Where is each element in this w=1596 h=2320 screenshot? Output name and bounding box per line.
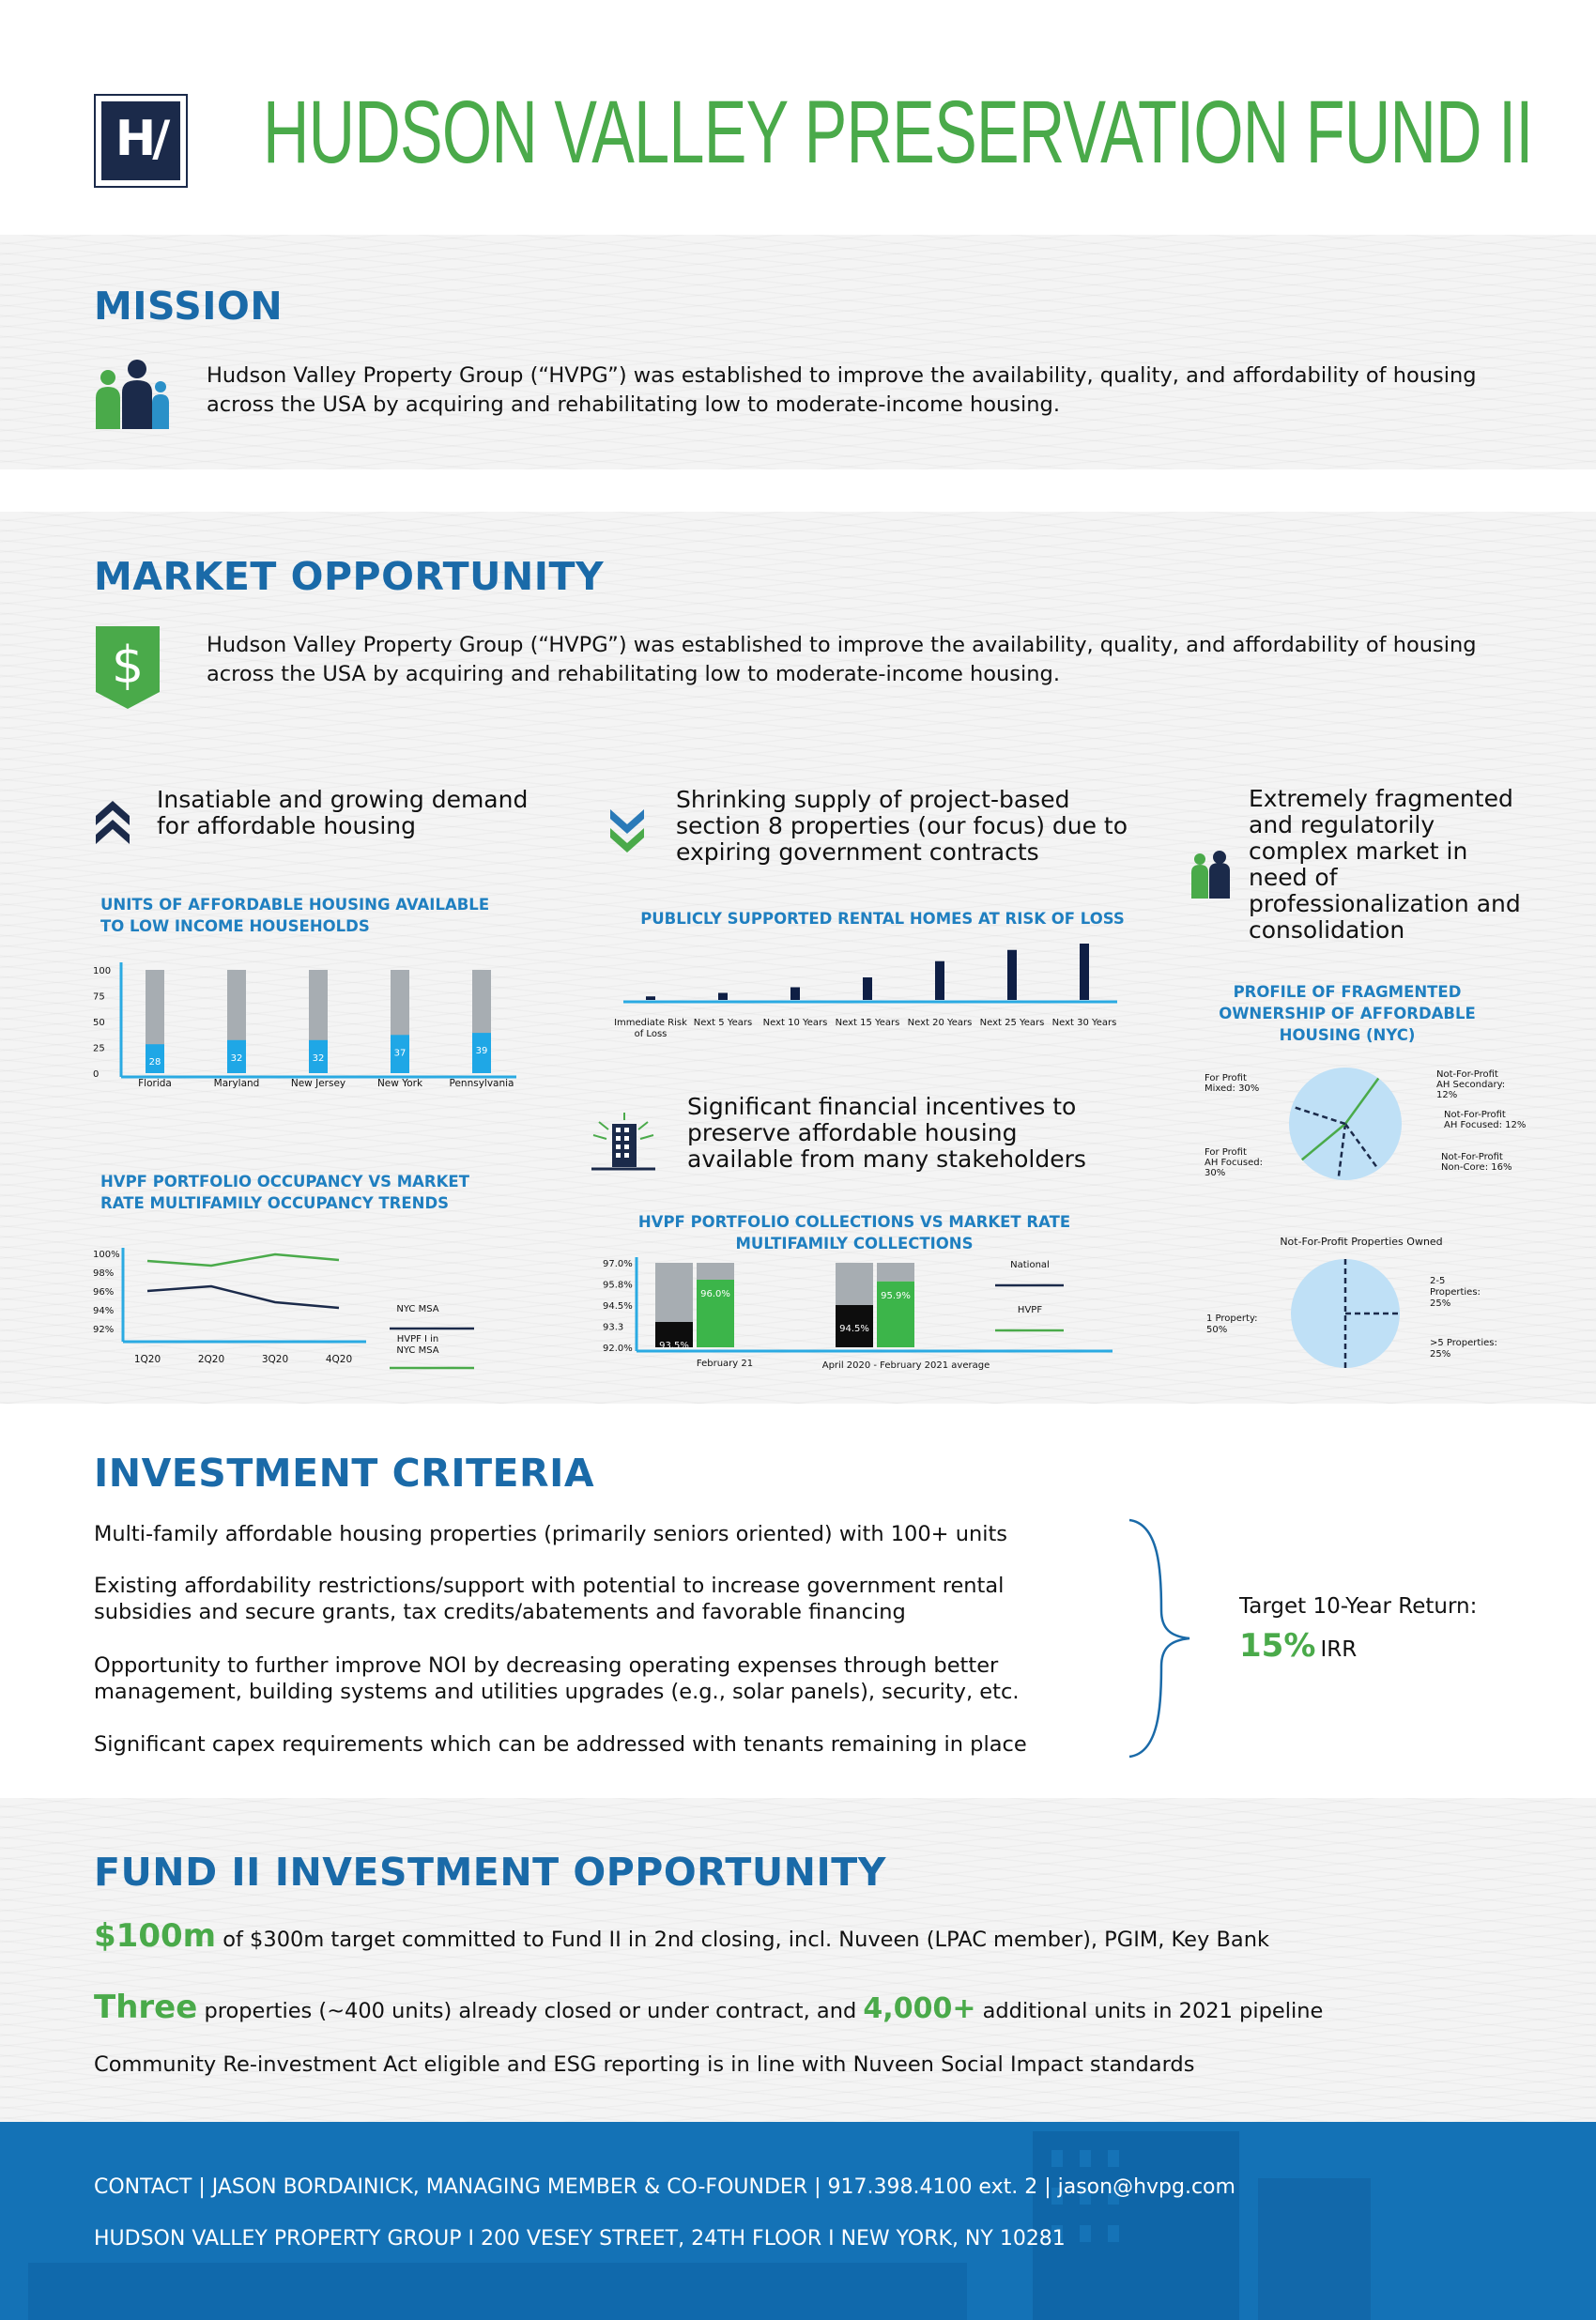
city-background (0, 2122, 1596, 2320)
criteria-item: Existing affordability restrictions/support with potential to increase government rental subsidies and secure grants, tax credits/abatements and favorable financing (94, 1574, 1005, 1624)
x-tick-label: New Jersey (290, 1078, 346, 1089)
bar (646, 996, 655, 1000)
fund-line-3: Community Re-investment Act eligible and ESG reporting is in line with Nuveen Social Impact standards (94, 2052, 1195, 2077)
fund-title: FUND II INVESTMENT OPPORTUNITY (94, 1850, 886, 1895)
x-tick-label: 4Q20 (325, 1354, 353, 1365)
y-tick-label: 94.5% (603, 1301, 633, 1312)
mission-text: Hudson Valley Property Group (“HVPG”) was established to improve the availability, quality, and affordability of housing across the USA by acquiring and rehabilitating low to moderate-income housing. (207, 363, 1477, 417)
risk-bar-chart (614, 932, 1127, 1054)
bar-value-label: 32 (230, 1052, 243, 1064)
series-line (147, 1286, 339, 1308)
pie-label: Mixed: 30% (1205, 1083, 1260, 1094)
x-tick-label: Maryland (213, 1078, 260, 1089)
series-line (147, 1254, 339, 1266)
bar-value-label: 94.5% (839, 1324, 869, 1334)
units-bar-chart (89, 962, 521, 1089)
fund-line-1-text: of $300m target committed to Fund II in 2nd closing, incl. Nuveen (LPAC member), PGIM, Key Bank (223, 1928, 1270, 1952)
ownership-pie-chart (1202, 1066, 1527, 1206)
y-tick-label: 95.8% (603, 1280, 633, 1291)
bar-hvpf-rest (697, 1263, 734, 1280)
page-title: HUDSON VALLEY PRESERVATION FUND II (263, 83, 1533, 182)
chevrons-up-icon (94, 795, 131, 844)
market-section (0, 512, 1596, 1404)
x-tick-label: April 2020 - February 2021 average (821, 1360, 990, 1371)
dollar-shield-icon (94, 624, 161, 711)
legend-label: National (1010, 1260, 1050, 1270)
mission-title: MISSION (94, 284, 284, 329)
chevrons-down-icon (608, 807, 646, 856)
people-icon (94, 359, 171, 429)
bar-value-label: 32 (312, 1052, 325, 1064)
chart3-title: PUBLICLY SUPPORTED RENTAL HOMES AT RISK OF LOSS (640, 910, 1125, 928)
chart1-title: UNITS OF AFFORDABLE HOUSING AVAILABLE TO LOW INCOME HOUSEHOLDS (100, 896, 490, 935)
x-tick-label: Next 20 Years (907, 1018, 973, 1028)
bar-value-label: 37 (393, 1048, 407, 1059)
collections-bar-chart (591, 1253, 1127, 1371)
bar (863, 977, 872, 1000)
pie-label: Not-For-Profit (1441, 1152, 1503, 1162)
pie-label: Not-For-Profit (1444, 1110, 1506, 1120)
x-tick-label: February 21 (696, 1359, 754, 1369)
criteria-item: Significant capex requirements which can be addressed with tenants remaining in place (94, 1732, 1027, 1757)
target-label: Target 10-Year Return: (1239, 1594, 1478, 1619)
bar-hvpf-rest (877, 1263, 914, 1282)
x-tick-label: Immediate Risk (614, 1018, 687, 1028)
criteria-section (0, 1404, 1596, 1798)
y-tick-label: 50 (93, 1018, 105, 1028)
x-tick-label: 3Q20 (261, 1354, 289, 1365)
legend-label: NYC MSA (396, 1304, 439, 1314)
market-title: MARKET OPPORTUNITY (94, 554, 605, 599)
pie-label: 30% (1205, 1168, 1226, 1178)
properties-count: Three (94, 1989, 198, 2026)
criteria-title: INVESTMENT CRITERIA (94, 1451, 595, 1496)
col2b-heading: Significant financial incentives to preserve affordable housing available from many stakeholders (687, 1093, 1086, 1173)
y-tick-label: 92.0% (603, 1344, 633, 1354)
occupancy-line-chart (89, 1244, 483, 1375)
pie-label: AH Focused: (1205, 1158, 1263, 1168)
x-tick-label: Next 15 Years (835, 1018, 900, 1028)
legend-label: NYC MSA (396, 1345, 439, 1356)
chart5-title: PROFILE OF FRAGMENTED OWNERSHIP OF AFFORDABLE HOUSING (NYC) (1219, 983, 1476, 1044)
fund-line-1 (94, 1917, 1269, 1955)
y-tick-label: 94% (93, 1306, 115, 1316)
bar (935, 961, 944, 1000)
curly-brace (1122, 1516, 1197, 1760)
y-tick-label: 92% (93, 1325, 115, 1335)
people-small-icon (1190, 850, 1232, 899)
pie-label: 25% (1430, 1298, 1451, 1309)
y-tick-label: 100 (93, 966, 112, 976)
target-value (1239, 1627, 1357, 1665)
y-tick-label: 96% (93, 1287, 115, 1298)
fund-line-2-text: properties (~400 units) already closed or under contract, and (204, 1999, 857, 2023)
bar (1080, 944, 1089, 1000)
pipeline-units: 4,000+ (863, 1992, 976, 2025)
pie-label: Properties: (1430, 1287, 1481, 1298)
x-tick-label: Next 30 Years (1051, 1018, 1117, 1028)
chart6-title: Not-For-Profit Properties Owned (1280, 1236, 1443, 1248)
pie-label: >5 Properties: (1430, 1338, 1497, 1348)
fund-section (0, 1798, 1596, 2122)
mission-section (0, 235, 1596, 469)
col3-heading: Extremely fragmented and regulatorily complex market in need of professionalization and consolidation (1249, 785, 1521, 944)
footer-address: HUDSON VALLEY PROPERTY GROUP I 200 VESEY STREET, 24TH FLOOR I NEW YORK, NY 10281 (94, 2227, 1066, 2251)
svg-text:$: $ (111, 636, 145, 695)
x-tick-label: of Loss (634, 1029, 668, 1039)
pie-label: For Profit (1205, 1073, 1247, 1083)
col1-heading: Insatiable and growing demand for affordable housing (157, 786, 529, 839)
bar-value-label: 39 (475, 1046, 488, 1057)
footer-contact: CONTACT | JASON BORDAINICK, MANAGING MEMBER & CO-FOUNDER | 917.398.4100 ext. 2 | jason@hvpg.com (94, 2175, 1235, 2199)
building-icon (590, 1113, 657, 1171)
fund-line-2 (94, 1989, 1323, 2026)
legend-label: HVPF I in (396, 1334, 439, 1344)
bar-value-label: 95.9% (881, 1290, 911, 1301)
bar-value-label: 96.0% (700, 1289, 730, 1299)
x-tick-label: Florida (138, 1078, 172, 1089)
header (0, 0, 1596, 235)
chart4-title: HVPF PORTFOLIO COLLECTIONS VS MARKET RATE MULTIFAMILY COLLECTIONS (637, 1213, 1071, 1252)
bar-national-rest (836, 1263, 873, 1305)
pie-label: 12% (1436, 1090, 1458, 1100)
bar (1007, 950, 1017, 1000)
bar-national-rest (655, 1263, 693, 1322)
y-tick-label: 98% (93, 1268, 115, 1279)
y-tick-label: 75 (93, 991, 105, 1003)
y-tick-label: 93.3 (603, 1322, 624, 1333)
col2-heading: Shrinking supply of project-based section 8 properties (our focus) due to expiring government contracts (676, 786, 1128, 866)
y-tick-label: 97.0% (603, 1259, 633, 1269)
x-tick-label: 1Q20 (133, 1354, 161, 1365)
x-tick-label: New York (376, 1078, 423, 1089)
pie-label: Not-For-Profit (1436, 1069, 1498, 1080)
target-irr-unit: IRR (1320, 1637, 1358, 1662)
legend-label: HVPF (1017, 1305, 1043, 1315)
y-tick-label: 25 (93, 1043, 105, 1054)
pie-label: Non-Core: 16% (1441, 1162, 1512, 1173)
market-text: Hudson Valley Property Group (“HVPG”) was established to improve the availability, quality, and affordability of housing across the USA by acquiring and rehabilitating low to moderate-income housing. (207, 633, 1477, 686)
bar-value-label: 93.5% (659, 1341, 689, 1351)
target-irr-value: 15% (1239, 1627, 1316, 1665)
x-tick-label: Next 5 Years (693, 1018, 753, 1028)
committed-amount: $100m (94, 1917, 217, 1955)
properties-pie-chart (1202, 1253, 1512, 1375)
y-tick-label: 100% (93, 1250, 120, 1260)
criteria-item: Opportunity to further improve NOI by decreasing operating expenses through better management, building systems and utilities upgrades (e.g., solar panels), security, etc. (94, 1653, 1020, 1704)
pie-label: 50% (1206, 1325, 1228, 1335)
x-tick-label: Next 10 Years (762, 1018, 828, 1028)
logo: H/ (94, 94, 188, 188)
pie-label: AH Secondary: (1436, 1080, 1506, 1090)
bar (718, 993, 728, 1001)
y-tick-label: 0 (93, 1069, 100, 1080)
pie-label: For Profit (1205, 1147, 1247, 1158)
pie-label: 1 Property: (1206, 1314, 1258, 1324)
bar (790, 988, 800, 1001)
pie-label: AH Focused: 12% (1444, 1120, 1527, 1130)
x-tick-label: Pennsylvania (449, 1078, 514, 1089)
bar-value-label: 28 (148, 1057, 161, 1068)
x-tick-label: 2Q20 (197, 1354, 225, 1365)
footer (0, 2122, 1596, 2320)
fund-line-2-text2: additional units in 2021 pipeline (982, 1999, 1324, 2023)
chart2-title: HVPF PORTFOLIO OCCUPANCY VS MARKET RATE MULTIFAMILY OCCUPANCY TRENDS (100, 1173, 469, 1212)
pie-label: 2-5 (1430, 1276, 1446, 1286)
x-tick-label: Next 25 Years (979, 1018, 1045, 1028)
criteria-item: Multi-family affordable housing properties (primarily seniors oriented) with 100+ units (94, 1522, 1008, 1546)
pie-label: 25% (1430, 1349, 1451, 1360)
